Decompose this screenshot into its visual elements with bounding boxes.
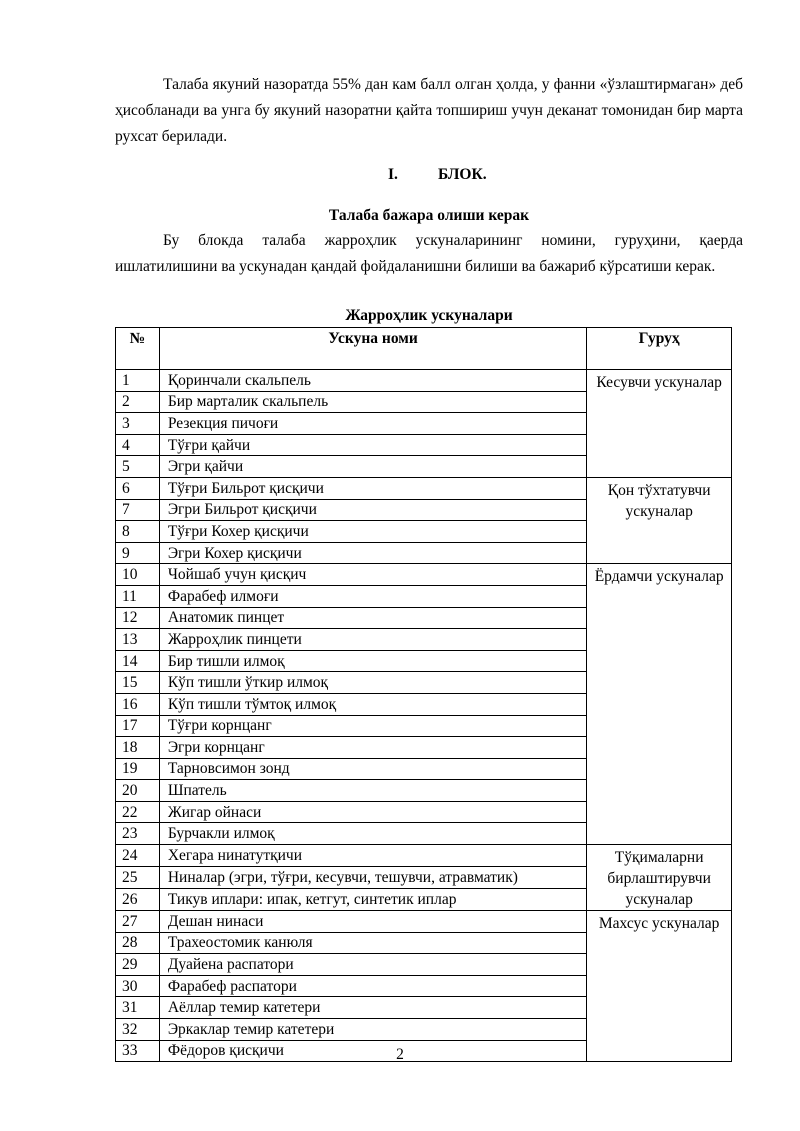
instrument-name: Жигар ойнаси [159, 801, 586, 823]
row-number: 2 [116, 391, 160, 413]
row-number: 32 [116, 1019, 160, 1041]
row-number: 31 [116, 997, 160, 1019]
instrument-name: Эгри қайчи [159, 456, 586, 478]
row-number: 15 [116, 672, 160, 694]
row-number: 11 [116, 585, 160, 607]
instrument-name: Аёллар темир катетери [159, 997, 586, 1019]
row-number: 13 [116, 629, 160, 651]
instrument-name: Шпатель [159, 780, 586, 802]
row-number: 18 [116, 737, 160, 759]
row-number: 23 [116, 823, 160, 845]
header-name: Ускуна номи [159, 328, 586, 370]
row-number: 16 [116, 693, 160, 715]
row-number: 17 [116, 715, 160, 737]
instrument-name: Хегара нинатутқичи [159, 845, 586, 867]
table-row [116, 564, 732, 586]
row-number: 8 [116, 521, 160, 543]
instrument-name: Қоринчали скальпель [159, 370, 586, 392]
instrument-name: Кўп тишли тўмтоқ илмоқ [159, 693, 586, 715]
table-row [116, 845, 732, 867]
instrument-name: Трахеостомик канюля [159, 932, 586, 954]
instrument-name: Ниналар (эгри, тўғри, кесувчи, тешувчи, атравматик) [159, 867, 586, 889]
row-number: 5 [116, 456, 160, 478]
row-number: 12 [116, 607, 160, 629]
task-heading: Талаба бажара олиши керак [328, 207, 530, 224]
instrument-name: Кўп тишли ўткир илмоқ [159, 672, 586, 694]
instrument-name: Жарроҳлик пинцети [159, 629, 586, 651]
row-number: 19 [116, 758, 160, 780]
row-number: 14 [116, 650, 160, 672]
table-caption: Жарроҳлик ускуналари [345, 307, 513, 324]
instrument-name: Резекция пичоғи [159, 413, 586, 435]
row-number: 25 [116, 867, 160, 889]
instrument-name: Тарновсимон зонд [159, 758, 586, 780]
instrument-name: Тикув иплари: ипак, кетгут, синтетик иплар [159, 889, 586, 911]
table-header-row [116, 328, 732, 370]
instrument-name: Эгри Кохер қисқичи [159, 542, 586, 564]
instrument-name: Эркаклар темир катетери [159, 1019, 586, 1041]
instrument-name: Бурчакли илмоқ [159, 823, 586, 845]
row-number: 22 [116, 801, 160, 823]
table-row [116, 370, 732, 392]
intro-paragraph: Талаба якуний назоратда 55% дан кам балл олган ҳолда, у фанни «ўзлаштирмаган» деб ҳисобланади ва унга бу якуний назоратни қайта топшириш учун деканат томонидан бир марта рухсат берилади. [115, 76, 743, 145]
instrument-name: Фарабеф илмоғи [159, 585, 586, 607]
row-number: 29 [116, 954, 160, 976]
row-number: 30 [116, 975, 160, 997]
block-number: I. [388, 166, 398, 183]
instrument-name: Чойшаб учун қисқич [159, 564, 586, 586]
instrument-name: Тўғри Кохер қисқичи [159, 521, 586, 543]
row-number: 24 [116, 845, 160, 867]
row-number: 3 [116, 413, 160, 435]
group-label: Ёрдамчи ускуналар [587, 564, 732, 845]
header-group: Гуруҳ [587, 328, 732, 370]
group-label: Қон тўхтатувчи ускуналар [587, 477, 732, 563]
row-number: 4 [116, 434, 160, 456]
table-row [116, 477, 732, 499]
table-row [116, 911, 732, 933]
instruments-table [115, 327, 732, 1062]
instrument-name: Дуайена распатори [159, 954, 586, 976]
row-number: 33 [116, 1040, 160, 1062]
instrument-name: Дешан нинаси [159, 911, 586, 933]
instrument-name: Тўғри корнцанг [159, 715, 586, 737]
instrument-name: Бир тишли илмоқ [159, 650, 586, 672]
header-num: № [116, 328, 160, 370]
group-label: Тўқималарни бирлаштирувчи ускуналар [587, 845, 732, 911]
block-title: БЛОК. [438, 166, 487, 183]
group-label: Кесувчи ускуналар [587, 370, 732, 478]
task-paragraph: Бу блокда талаба жарроҳлик ускуналарининг номини, гуруҳини, қаерда ишлатилишини ва ускунадан қандай фойдаланишни билиши ва бажариб кўрсатиши керак. [115, 232, 743, 275]
page-number: 2 [396, 1046, 404, 1063]
instrument-name: Эгри корнцанг [159, 737, 586, 759]
row-number: 6 [116, 477, 160, 499]
instrument-name: Тўғри қайчи [159, 434, 586, 456]
instrument-name: Фарабеф распатори [159, 975, 586, 997]
instrument-name: Эгри Бильрот қисқичи [159, 499, 586, 521]
row-number: 28 [116, 932, 160, 954]
row-number: 9 [116, 542, 160, 564]
row-number: 10 [116, 564, 160, 586]
instrument-name: Анатомик пинцет [159, 607, 586, 629]
row-number: 26 [116, 889, 160, 911]
row-number: 27 [116, 911, 160, 933]
instrument-name: Бир марталик скальпель [159, 391, 586, 413]
group-label: Махсус ускуналар [587, 911, 732, 1062]
instrument-name: Фёдоров қисқичи [159, 1040, 586, 1062]
row-number: 1 [116, 370, 160, 392]
row-number: 7 [116, 499, 160, 521]
row-number: 20 [116, 780, 160, 802]
instrument-name: Тўғри Бильрот қисқичи [159, 477, 586, 499]
